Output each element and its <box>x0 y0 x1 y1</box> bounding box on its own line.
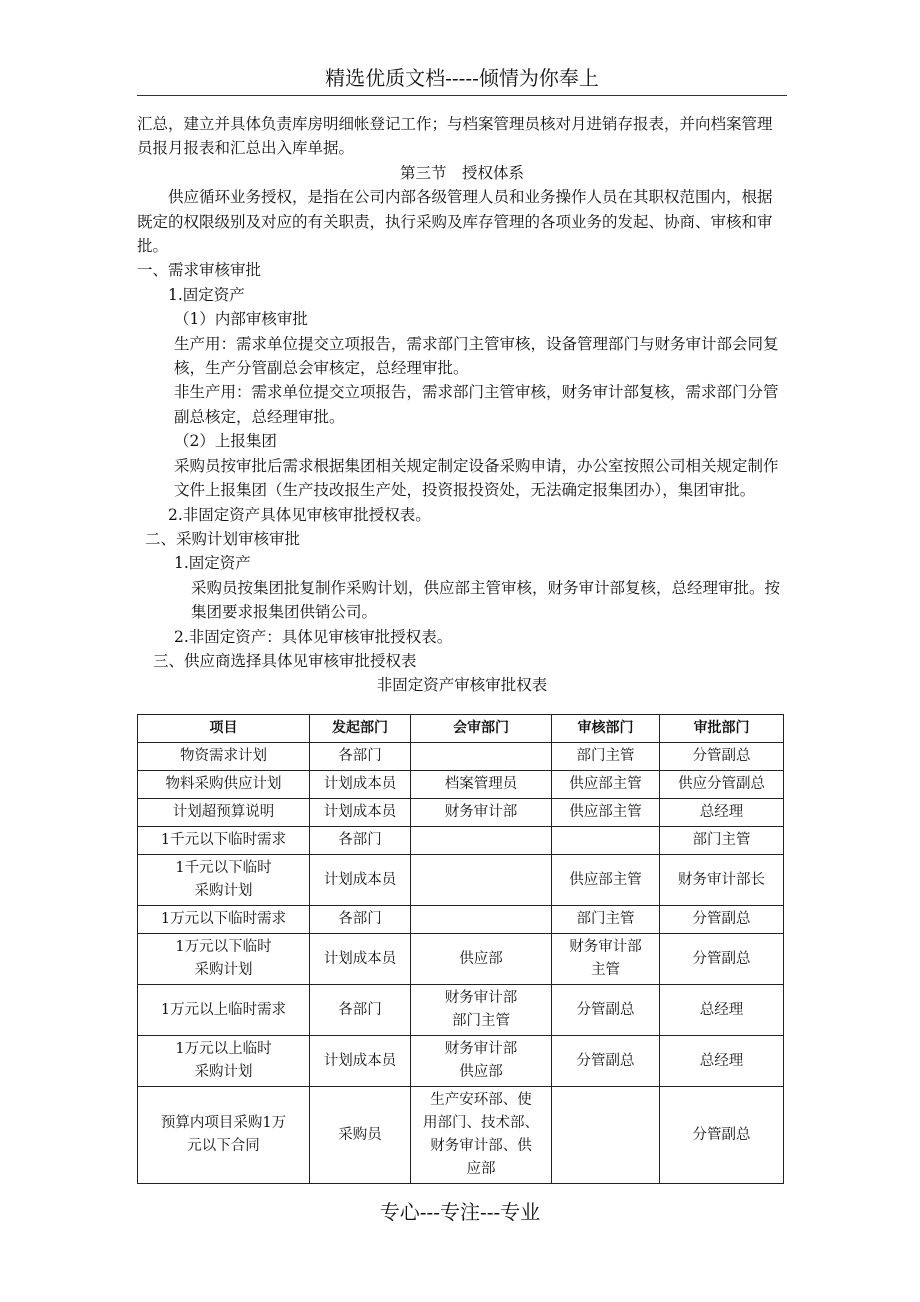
heading-demand-review: 一、需求审核审批 <box>137 261 262 280</box>
table-cell: 1千元以下临时 采购计划 <box>138 855 310 906</box>
paragraph-authorization: 供应循环业务授权，是指在公司内部各级管理人员和业务操作人员在其职权范围内，根据既定的权限级别及对应的有关职责，执行采购及库存管理的各项业务的发起、协商、审核和审批。 <box>137 188 773 256</box>
column-header: 审核部门 <box>552 715 660 743</box>
table-cell: 分管副总 <box>552 985 660 1036</box>
table-cell: 物料采购供应计划 <box>138 771 310 799</box>
table-row <box>138 827 784 855</box>
table-row <box>138 906 784 934</box>
table-cell: 部门主管 <box>552 743 660 771</box>
column-header: 项目 <box>138 715 310 743</box>
heading-purchase-plan-review: 二、采购计划审核审批 <box>145 529 301 548</box>
table-row <box>138 1036 784 1087</box>
table-cell: 1万元以下临时需求 <box>138 906 310 934</box>
heading-fixed-assets: 1.固定资产 <box>168 285 245 304</box>
table-cell: 分管副总 <box>660 1087 784 1184</box>
table-cell: 供应分管副总 <box>660 771 784 799</box>
paragraph-continuation: 汇总，建立并具体负责库房明细帐登记工作；与档案管理员核对月进销存报表，并向档案管理员报月报表和汇总出入库单据。 <box>137 115 773 158</box>
paragraph-non-production-use: 非生产用：需求单位提交立项报告，需求部门主管审核，财务审计部复核，需求部门分管副总核定，总经理审批。 <box>174 383 779 426</box>
table-cell: 供应部 <box>411 934 552 985</box>
table-caption: 非固定资产审核审批权表 <box>376 676 548 695</box>
table-cell <box>552 827 660 855</box>
table-cell: 部门主管 <box>552 906 660 934</box>
heading-report-group: （2）上报集团 <box>174 432 277 451</box>
table-cell <box>411 743 552 771</box>
document-body <box>137 112 787 698</box>
table-cell <box>411 855 552 906</box>
paragraph-production-use: 生产用：需求单位提交立项报告，需求部门主管审核，设备管理部门与财务审计部会同复核，生产分管副总会审核定，总经理审批。 <box>174 334 779 378</box>
table-cell: 计划成本员 <box>310 771 411 799</box>
approval-table <box>137 714 784 1184</box>
table-cell: 计划成本员 <box>310 799 411 827</box>
table-cell: 各部门 <box>310 743 411 771</box>
table-cell: 分管副总 <box>660 743 784 771</box>
column-header: 审批部门 <box>660 715 784 743</box>
table-cell: 计划成本员 <box>310 1036 411 1087</box>
table-cell: 各部门 <box>310 827 411 855</box>
heading-internal-review: （1）内部审核审批 <box>174 310 308 329</box>
table-cell: 财务审计部 部门主管 <box>411 985 552 1036</box>
table-cell: 总经理 <box>660 985 784 1036</box>
table-cell: 分管副总 <box>552 1036 660 1087</box>
table-cell: 财务审计部 主管 <box>552 934 660 985</box>
table-cell: 1千元以下临时需求 <box>138 827 310 855</box>
table-row <box>138 1087 784 1184</box>
table-cell: 生产安环部、使 用部门、技术部、 财务审计部、供 应部 <box>411 1087 552 1184</box>
table-cell: 预算内项目采购1万 元以下合同 <box>138 1087 310 1184</box>
table-cell: 1万元以上临时 采购计划 <box>138 1036 310 1087</box>
table-row <box>138 743 784 771</box>
table-row <box>138 985 784 1036</box>
section-title: 第三节 授权体系 <box>399 163 524 182</box>
table-cell: 部门主管 <box>660 827 784 855</box>
table-cell: 物资需求计划 <box>138 743 310 771</box>
table-cell: 供应部主管 <box>552 771 660 799</box>
table-cell: 1万元以上临时需求 <box>138 985 310 1036</box>
paragraph-report-group: 采购员按审批后需求根据集团相关规定制定设备采购申请，办公室按照公司相关规定制作文件上报集团（生产技改报生产处，投资报投资处，无法确定报集团办），集团审批。 <box>174 456 779 500</box>
table-row <box>138 771 784 799</box>
table-cell: 采购员 <box>310 1087 411 1184</box>
heading-supplier-selection: 三、供应商选择具体见审核审批授权表 <box>153 651 417 670</box>
table-body <box>138 743 784 1184</box>
table-cell: 财务审计部长 <box>660 855 784 906</box>
table-cell: 各部门 <box>310 906 411 934</box>
table-cell: 1万元以下临时 采购计划 <box>138 934 310 985</box>
table-cell <box>411 906 552 934</box>
table-cell: 总经理 <box>660 799 784 827</box>
column-header: 发起部门 <box>310 715 411 743</box>
table-cell: 分管副总 <box>660 934 784 985</box>
table-cell: 总经理 <box>660 1036 784 1087</box>
table-cell: 供应部主管 <box>552 855 660 906</box>
table-cell <box>411 827 552 855</box>
heading-non-fixed-assets-2: 2.非固定资产：具体见审核审批授权表。 <box>174 627 453 646</box>
table-row <box>138 934 784 985</box>
heading-non-fixed-assets: 2.非固定资产具体见审核审批授权表。 <box>168 505 431 524</box>
table-cell: 各部门 <box>310 985 411 1036</box>
heading-fixed-assets-2: 1.固定资产 <box>174 554 251 573</box>
page-footer: 专心---专注---专业 <box>379 1200 541 1224</box>
table-header-row <box>138 715 784 743</box>
table-cell <box>552 1087 660 1184</box>
table-cell: 分管副总 <box>660 906 784 934</box>
table-cell: 计划成本员 <box>310 855 411 906</box>
table-cell: 计划成本员 <box>310 934 411 985</box>
table-cell: 财务审计部 供应部 <box>411 1036 552 1087</box>
table-cell: 计划超预算说明 <box>138 799 310 827</box>
column-header: 会审部门 <box>411 715 552 743</box>
table-row <box>138 799 784 827</box>
table-cell: 财务审计部 <box>411 799 552 827</box>
table-row <box>138 855 784 906</box>
page-header: 精选优质文档-----倾情为你奉上 <box>137 62 787 96</box>
paragraph-purchase-plan: 采购员按集团批复制作采购计划，供应部主管审核，财务审计部复核，总经理审批。按集团要求报集团供销公司。 <box>191 578 781 622</box>
table-cell: 档案管理员 <box>411 771 552 799</box>
table-cell: 供应部主管 <box>552 799 660 827</box>
